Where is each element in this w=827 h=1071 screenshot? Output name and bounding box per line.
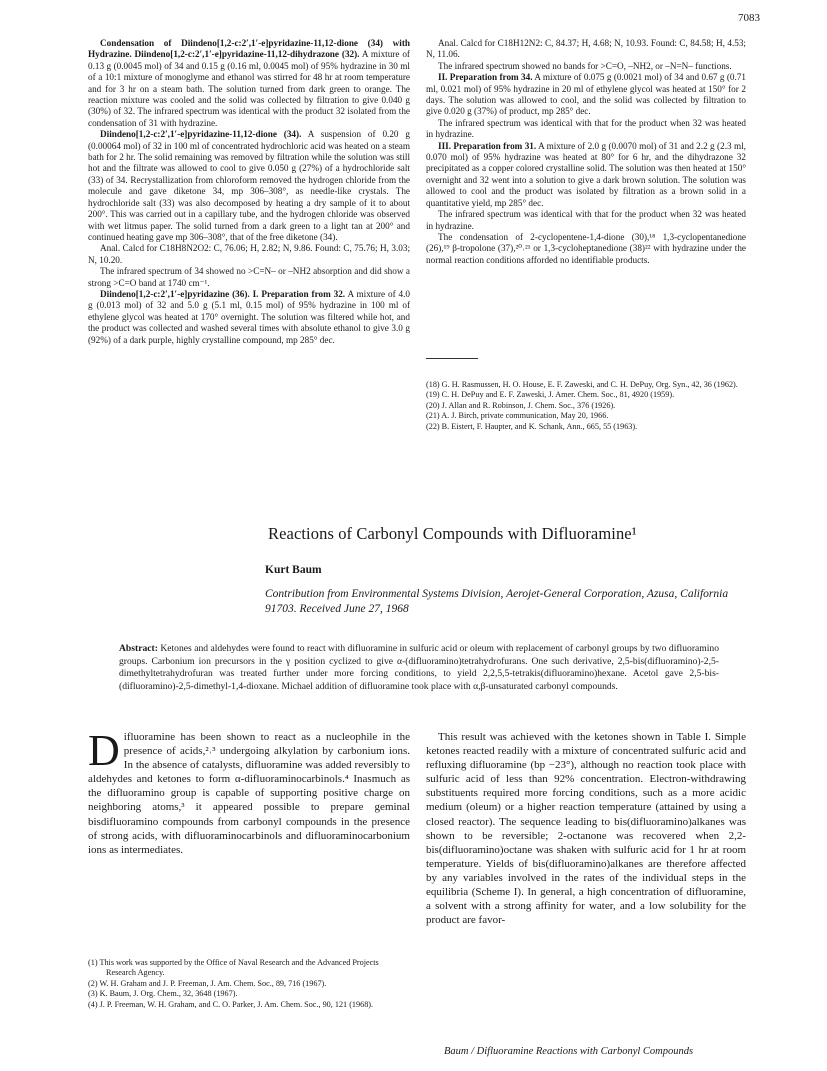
footnotes [88,958,410,1010]
paragraph-infrared: The infrared spectrum showed no bands for >C=O, –NH2, or –N=N– functions. [438,60,732,71]
article-author: Kurt Baum [265,564,322,576]
reference-item: (19) C. H. DePuy and E. F. Zaweski, J. Amer. Chem. Soc., 81, 4920 (1959). [426,390,675,400]
page-number: 7083 [738,12,760,24]
reference-item: (18) G. H. Rasmussen, H. O. House, E. F. Zaweski, and C. H. DePuy, Org. Syn., 42, 36 (1962). [426,380,738,389]
section-heading: Diindeno[1,2-c:2′,1′-e]pyridazine-11,12-dione (34). [100,129,302,140]
abstract [119,643,719,693]
abstract-label: Abstract: [119,643,158,654]
paragraph-preparation-32 [88,289,410,346]
paragraph-text: A suspension of 0.20 g (0.00064 mol) of 32 in 100 ml of concentrated hydrochloric acid was heated on a steam bath for 2 hr. The solid remaining was removed by filtration while the solution was still hot and the filtrate was allowed to cool to give 0.050 g (27%) of a hydrochloride salt (33) of 34. Recrystallization from chloroform removed the hydrogen chloride from the molecule and gave diketone 34, mp 306–308°, as needle-like crystals. The hydrochloride salt (33) was also decomposed by heating a dry sample of it to about 200°. This was carried out in a capillary tube, and the hydrogen chloride was observed with wet litmus paper. The solid turned from a dark green to a light tan at 200° and continued heating gave mp 306–308°, that of the free diketone (34). [88,129,410,242]
body-paragraph: ifluoramine has been shown to react as a nucleophile in the presence of acids,²˒³ undergoing alkylation by carbonium ions. In the absence of catalysts, difluoramine was added reversibly to aldehydes and ketones to form α-difluoraminocarbinols.⁴ Inasmuch as the difluoramino group is capable of supporting positive charge on neighboring atoms,³ it appeared possible to prepare geminal bisdifluoramino compounds from carbonyl compounds in the presence of strong acids, with difluoraminocarbinols and difluoraminocarbonium ions as intermediates. [88,731,410,856]
section-heading: II. Preparation from 34. [438,72,533,83]
body-column-right [426,730,746,927]
footnote-item: (4) J. P. Freeman, W. H. Graham, and C. O. Parker, J. Am. Chem. Soc., 90, 121 (1968). [88,999,374,1009]
experimental-column-left [88,38,410,346]
paragraph-condensation [88,38,410,129]
paragraph-analysis: Anal. Calcd for C18H12N2: C, 84.37; H, 4.68; N, 10.93. Found: C, 84.58; H, 4.53; N, 11.06. [426,38,746,60]
paragraph-infrared: The infrared spectrum was identical with that for the product when 32 was heated in hydrazine. [426,117,746,140]
references-list [426,380,746,432]
body-column-left [88,726,410,857]
paragraph-text: A mixture of 0.13 g (0.0045 mol) of 34 and 0.15 g (0.16 ml, 0.0045 mol) of 95% hydrazine in 30 ml of a 10:1 mixture of monoglyme and ethanol was stirred for 48 hr at room temperature and for 3 hr on a steam bath. The solution turned from dark green to orange. The reaction mixture was cooled and the solid was collected by filtration to give 0.040 g (30%) of 32. The infrared spectrum was identical with the product 32 isolated from the condensation of 31 with hydrazine. [88,49,410,128]
paragraph-infrared: The infrared spectrum was identical with that for the product when 32 was heated in hydrazine. [426,209,746,231]
paragraph-infrared: The infrared spectrum of 34 showed no >C=N– or –NH2 absorption and did show a strong >C=O band at 1740 cm⁻¹. [88,266,410,288]
paragraph-text: A mixture of 2.0 g (0.0070 mol) of 31 and 2.2 g (2.3 ml, 0.070 mol) of 95% hydrazine was heated at 80° for 6 hr, and the dihydrazone 32 precipitated as a copper colored crystalline solid. The solution was then heated at 150° overnight and 32 went into a solution to give a dark brown solution. The solution was allowed to cool and the product was isolated by filtration as a brown solid in a quantitative yield, mp 285° dec. [426,140,746,208]
paragraph-dione [88,129,410,243]
reference-item: (20) J. Allan and R. Robinson, J. Chem. Soc., 376 (1926). [426,400,616,410]
footnote-item: (2) W. H. Graham and J. P. Freeman, J. Am. Chem. Soc., 89, 716 (1967). [88,978,327,988]
footnote-divider [426,358,478,359]
footnote-item: (1) This work was supported by the Office of Naval Research and the Advanced Projects Research Agency. [88,958,379,978]
paragraph-analysis: Anal. Calcd for C18H8N2O2: C, 76.06; H, 2.82; N, 9.86. Found: C, 75.76; H, 3.03; N, 10.20. [88,243,410,265]
paragraph-preparation-34 [426,72,746,118]
paragraph-preparation-31 [426,141,746,209]
article-title: Reactions of Carbonyl Compounds with Difluoramine¹ [268,524,637,543]
reference-item: (22) B. Eistert, F. Haupter, and K. Schank, Ann., 665, 55 (1963). [426,421,638,431]
reference-item: (21) A. J. Birch, private communication, May 20, 1966. [426,411,609,421]
paragraph-condensation-note: The condensation of 2-cyclopentene-1,4-dione (30),¹⁸ 1,3-cyclopentanedione (26),¹⁹ β-tropolone (37),²⁰˒²¹ or 1,3-cycloheptanedione (38)²² with hydrazine under the normal reaction conditions afforded no identifiable products. [426,231,746,265]
footnote-item: (3) K. Baum, J. Org. Chem., 32, 3648 (1967). [88,989,238,999]
section-heading: III. Preparation from 31. [438,140,537,151]
section-heading: Diindeno[1,2-c:2′,1′-e]pyridazine (36). I. Preparation from 32. [100,288,346,299]
paragraph-text: A mixture of 0.075 g (0.0021 mol) of 34 and 0.67 g (0.71 ml, 0.021 mol) of 95% hydrazine in 20 ml of ethylene glycol was heated at 150° for 2 days. The solution was allowed to cool, and the solid was collected by filtration to give 0.020 g (37%) of product, mp 285° dec. [426,72,746,117]
article-affiliation: Contribution from Environmental Systems Division, Aerojet-General Corporation, Azusa, California 91703. Received June 27, 1968 [265,588,729,615]
section-heading: Condensation of Diindeno[1,2-c:2′,1′-e]pyridazine-11,12-dione (34) with Hydrazine. Diindeno[1,2-c:2′,1′-e]pyridazine-11,12-dihydrazone (32). [88,38,410,60]
body-paragraph: This result was achieved with the ketones shown in Table I. Simple ketones reacted readily with a mixture of concentrated sulfuric acid and refluxing difluoramine (bp −23°), although no reaction took place with sulfuric acid of less than 92% concentration. Electron-withdrawing substituents required more forcing conditions, such as a more acidic medium (oleum) or a higher reaction temperature (attained by using a closed reactor). The sequence leading to bis(difluoramino)alkanes was shown to be reversible; 2-octanone was recovered when 2,2-bis(difluoramino)octane was shaken with sulfuric acid for 1 hr at room temperature. Yields of bis(difluoramino)alkanes are therefore affected by any variables involved in the rates of the individual steps in the equilibria (Scheme I). In general, a high concentration of difluoramine, a solvent with a strong affinity for water, and a low solubility for the product are favor- [426,731,746,927]
experimental-column-right [426,38,746,266]
paragraph-text: A mixture of 4.0 g (0.013 mol) of 32 and 5.0 g (5.1 ml, 0.15 mol) of 95% hydrazine in 100 ml of ethylene glycol was heated at 170° overnight. The solution was filtered while hot, and the product was collected and washed several times with absolute ethanol to give 3.0 g (92%) of a dark purple, highly crystalline compound, mp 285° dec. [88,288,410,345]
abstract-text: Ketones and aldehydes were found to react with difluoramine in sulfuric acid or oleum with replacement of carbonyl groups by two difluoramino groups. Carbonium ion precursors in the γ position cyclized to give α-(difluoramino)tetrahydrofurans. One such derivative, 2,5-bis(difluoramino)-2,5-dimethyltetrahydrofuran was treated further under more forcing conditions, to yield 2,2,5,5-tetrakis(difluoramino)hexane. Acetol gave 2,5-bis-(difluoramino)-2,5-dimethyl-1,4-dioxane. Michael addition of difluoramine took place with α,β-unsaturated carbonyl compounds. [119,643,719,692]
drop-cap: D [88,726,120,775]
running-footer: Baum / Difluoramine Reactions with Carbonyl Compounds [444,1046,694,1057]
